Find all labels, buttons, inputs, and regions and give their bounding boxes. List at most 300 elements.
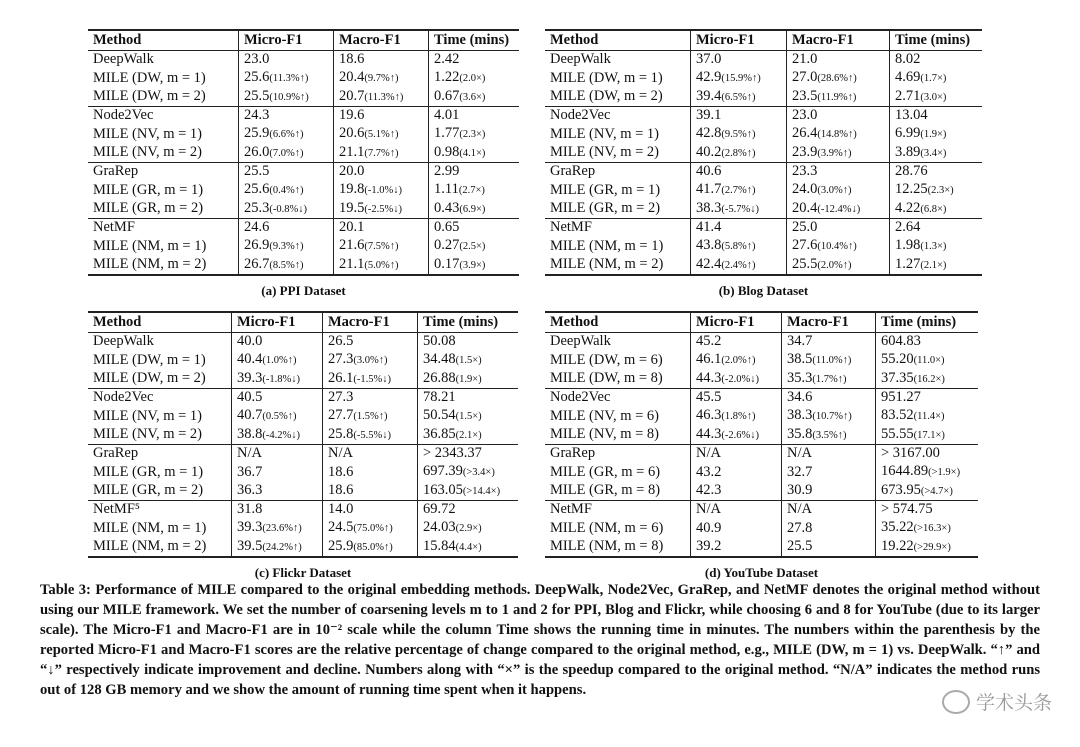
time-cell: [429, 163, 520, 182]
value: 46.3: [696, 407, 722, 423]
change-annotation: (0.5%↑): [262, 411, 297, 422]
time-cell: [890, 125, 983, 144]
micro-f1-cell: [691, 144, 787, 163]
macro-f1-cell: [323, 519, 418, 538]
value: 36.7: [237, 463, 263, 480]
micro-f1-cell: [232, 370, 323, 389]
time-cell: [890, 200, 983, 219]
value: 36.85: [423, 425, 456, 442]
value: 39.3: [237, 519, 263, 535]
change-annotation: (3.4×): [920, 147, 947, 159]
value: 0.43: [434, 199, 460, 216]
value: 43.2: [696, 463, 722, 480]
col-micro: Micro-F1: [239, 30, 334, 51]
value: 24.0: [792, 181, 818, 197]
time-cell: [890, 219, 983, 238]
method-cell: NetMF⁵: [88, 501, 232, 520]
time-cell: [418, 501, 519, 520]
table-b: [545, 29, 982, 299]
value: 19.8: [339, 181, 365, 197]
micro-f1-cell: [239, 237, 334, 256]
macro-f1-cell: [334, 181, 429, 200]
change-annotation: (-1.0%↓): [364, 185, 402, 196]
table-row: [88, 51, 519, 70]
table-row: [88, 407, 518, 426]
value: 27.6: [792, 237, 818, 253]
macro-f1-cell: [782, 445, 876, 464]
value: 8.02: [895, 51, 921, 68]
micro-f1-cell: [691, 256, 787, 276]
value: 42.8: [696, 125, 722, 141]
value: 673.95: [881, 481, 921, 498]
micro-f1-cell: [239, 219, 334, 238]
value: 21.1: [339, 255, 365, 272]
macro-f1-cell: [787, 237, 890, 256]
value: 40.5: [237, 389, 263, 406]
col-macro: Macro-F1: [334, 30, 429, 51]
change-annotation: (15.9%↑): [721, 73, 761, 84]
micro-f1-cell: [232, 538, 323, 558]
results-table-ppi: [88, 29, 519, 276]
change-annotation: (6.9×): [459, 203, 486, 215]
value: 46.1: [696, 351, 722, 367]
micro-f1-cell: [691, 445, 782, 464]
value: 25.9: [328, 537, 354, 554]
value: 21.1: [339, 143, 365, 160]
table-row: [545, 445, 978, 464]
change-annotation: (23.6%↑): [262, 523, 302, 534]
change-annotation: (11.0%↑): [812, 355, 852, 366]
value: 1.11: [434, 181, 459, 197]
value: 20.1: [339, 219, 365, 236]
method-cell: MILE (NM, m = 2): [550, 256, 664, 272]
macro-f1-cell: [782, 351, 876, 370]
value: 1644.89: [881, 463, 929, 479]
value: 0.65: [434, 219, 460, 236]
method-cell: MILE (DW, m = 1): [550, 69, 663, 86]
method-cell: DeepWalk: [550, 333, 611, 350]
micro-f1-cell: [232, 389, 323, 408]
change-annotation: (0.4%↑): [269, 185, 304, 196]
micro-f1-cell: [232, 482, 323, 501]
method-cell: MILE (GR, m = 6): [550, 463, 661, 480]
table-row: [88, 237, 519, 256]
method-cell: MILE (NV, m = 6): [550, 407, 659, 424]
value: 27.3: [328, 351, 354, 367]
value: 44.3: [696, 369, 722, 386]
macro-f1-cell: [782, 463, 876, 482]
value: 42.4: [696, 255, 722, 272]
value: 20.4: [339, 69, 365, 85]
change-annotation: (2.0%↑): [817, 259, 852, 271]
change-annotation: (3.9×): [459, 259, 486, 271]
method-cell: MILE (DW, m = 2): [550, 88, 663, 104]
time-cell: [418, 333, 519, 352]
change-annotation: (-12.4%↓): [817, 203, 861, 215]
header-row: [88, 30, 519, 51]
watermark-text: 学术头条: [975, 692, 1052, 714]
change-annotation: (2.7×): [458, 185, 485, 196]
change-annotation: (2.4%↑): [721, 259, 756, 271]
table-row: [88, 389, 518, 408]
value: 40.4: [237, 351, 263, 367]
table-row: [88, 426, 518, 445]
value: 39.4: [696, 87, 722, 104]
value: 43.8: [696, 237, 722, 253]
method-cell: GraRep: [88, 163, 239, 182]
value: 24.5: [328, 519, 354, 535]
method-cell: MILE (NV, m = 2): [93, 426, 202, 442]
table-row: [545, 370, 978, 389]
time-cell: [418, 445, 519, 464]
micro-f1-cell: [691, 200, 787, 219]
macro-f1-cell: [334, 256, 429, 276]
results-table-youtube: [545, 311, 978, 558]
method-cell: MILE (DW, m = 2): [93, 88, 206, 104]
time-cell: [429, 51, 520, 70]
time-cell: [429, 125, 520, 144]
change-annotation: (1.5×): [455, 355, 482, 366]
table-row: [88, 538, 518, 558]
macro-f1-cell: [782, 407, 876, 426]
macro-f1-cell: [782, 426, 876, 445]
value: 2.42: [434, 51, 460, 68]
method-cell: MILE (GR, m = 2): [550, 200, 661, 216]
col-macro: Macro-F1: [787, 30, 890, 51]
micro-f1-cell: [232, 445, 323, 464]
value: 25.0: [792, 219, 818, 236]
macro-f1-cell: [787, 200, 890, 219]
col-time: Time (mins): [890, 30, 983, 51]
change-annotation: (-4.2%↓): [262, 429, 300, 441]
macro-f1-cell: [787, 144, 890, 163]
time-cell: [876, 519, 979, 538]
change-annotation: (>14.4×): [462, 485, 501, 497]
change-annotation: (-1.5%↓): [353, 373, 391, 385]
method-cell: MILE (NM, m = 1): [93, 237, 207, 254]
change-annotation: (6.8×): [920, 203, 947, 215]
value: 19.6: [339, 107, 365, 124]
value: 14.0: [328, 501, 354, 518]
time-cell: [876, 445, 979, 464]
value: 12.25: [895, 181, 928, 197]
macro-f1-cell: [782, 333, 876, 352]
value: 34.48: [423, 351, 456, 367]
table-row: [545, 237, 982, 256]
method-cell: NetMF: [545, 219, 691, 238]
method-cell: DeepWalk: [93, 51, 154, 68]
value: 28.76: [895, 163, 928, 180]
time-cell: [876, 333, 979, 352]
value: 37.35: [881, 369, 914, 386]
change-annotation: (2.5×): [459, 241, 486, 252]
time-cell: [429, 88, 520, 107]
table-row: [88, 69, 519, 88]
micro-f1-cell: [691, 426, 782, 445]
change-annotation: (7.0%↑): [269, 147, 304, 159]
change-annotation: (16.2×): [913, 373, 945, 385]
change-annotation: (10.9%↑): [269, 91, 309, 103]
table-row: [545, 144, 982, 163]
macro-f1-cell: [787, 107, 890, 126]
method-cell: MILE (NM, m = 1): [550, 237, 664, 254]
macro-f1-cell: [782, 389, 876, 408]
time-cell: [876, 351, 979, 370]
table-row: [88, 107, 519, 126]
micro-f1-cell: [691, 181, 787, 200]
value: 23.9: [792, 143, 818, 160]
method-cell: Node2Vec: [545, 389, 691, 408]
micro-f1-cell: [232, 426, 323, 445]
time-cell: [429, 200, 520, 219]
change-annotation: (1.9×): [455, 373, 482, 385]
value: 6.99: [895, 125, 921, 141]
change-annotation: (3.5%↑): [812, 429, 847, 441]
change-annotation: (2.3×): [459, 129, 486, 140]
change-annotation: (17.1×): [913, 429, 945, 441]
table-row: [88, 463, 518, 482]
value: 1.22: [434, 69, 460, 85]
time-cell: [890, 69, 983, 88]
value: 24.03: [423, 519, 456, 535]
time-cell: [418, 370, 519, 389]
change-annotation: (1.5×): [455, 411, 482, 422]
method-cell: Node2Vec: [88, 389, 232, 408]
col-micro: Micro-F1: [232, 312, 323, 333]
macro-f1-cell: [787, 88, 890, 107]
value: N/A: [696, 445, 721, 462]
value: 27.8: [787, 519, 813, 536]
table-row: [545, 389, 978, 408]
method-cell: GraRep: [545, 445, 691, 464]
change-annotation: (9.3%↑): [269, 241, 304, 252]
macro-f1-cell: [323, 351, 418, 370]
value: 20.4: [792, 199, 818, 216]
micro-f1-cell: [691, 351, 782, 370]
value: 1.98: [895, 237, 921, 253]
time-cell: [890, 163, 983, 182]
change-annotation: (11.0×): [913, 355, 945, 366]
time-cell: [890, 256, 983, 276]
value: 40.9: [696, 519, 722, 536]
table-row: [545, 88, 982, 107]
value: > 3167.00: [881, 445, 940, 462]
macro-f1-cell: [323, 501, 418, 520]
change-annotation: (1.7%↑): [812, 373, 847, 385]
macro-f1-cell: [323, 407, 418, 426]
time-cell: [429, 256, 520, 276]
time-cell: [890, 181, 983, 200]
value: 37.0: [696, 51, 722, 68]
value: 40.6: [696, 163, 722, 180]
time-cell: [890, 88, 983, 107]
method-cell: MILE (GR, m = 1): [550, 181, 661, 198]
macro-f1-cell: [323, 463, 418, 482]
change-annotation: (2.9×): [455, 523, 482, 534]
value: 50.54: [423, 407, 456, 423]
change-annotation: (-5.5%↓): [353, 429, 391, 441]
value: 34.6: [787, 389, 813, 406]
time-cell: [876, 463, 979, 482]
value: 36.3: [237, 482, 263, 498]
method-cell: DeepWalk: [550, 51, 611, 68]
value: 25.6: [244, 181, 270, 197]
table-row: [545, 519, 978, 538]
value: 35.3: [787, 369, 813, 386]
table-row: [88, 144, 519, 163]
micro-f1-cell: [691, 519, 782, 538]
value: 4.22: [895, 199, 921, 216]
time-cell: [418, 407, 519, 426]
table-row: [88, 125, 519, 144]
change-annotation: (11.3%↑): [364, 91, 404, 103]
change-annotation: (1.8%↑): [721, 411, 756, 422]
value: 26.88: [423, 369, 456, 386]
micro-f1-cell: [691, 51, 787, 70]
method-cell: NetMF: [88, 219, 239, 238]
method-cell: MILE (NV, m = 1): [550, 125, 659, 142]
macro-f1-cell: [782, 501, 876, 520]
method-cell: Node2Vec: [88, 107, 239, 126]
method-cell: NetMF: [545, 501, 691, 520]
micro-f1-cell: [239, 125, 334, 144]
method-cell: MILE (GR, m = 1): [93, 463, 204, 480]
macro-f1-cell: [334, 163, 429, 182]
macro-f1-cell: [782, 370, 876, 389]
macro-f1-cell: [334, 200, 429, 219]
col-micro: Micro-F1: [691, 312, 782, 333]
time-cell: [418, 482, 519, 501]
value: 39.1: [696, 107, 722, 124]
value: > 2343.37: [423, 445, 482, 462]
change-annotation: (9.5%↑): [721, 129, 756, 140]
value: 25.5: [792, 255, 818, 272]
method-cell: MILE (DW, m = 1): [93, 69, 206, 86]
change-annotation: (3.6×): [459, 91, 486, 103]
change-annotation: (5.1%↑): [364, 129, 399, 140]
header-row: [88, 312, 518, 333]
value: 3.89: [895, 143, 921, 160]
macro-f1-cell: [323, 482, 418, 501]
caption-text: Performance of MILE compared to the original embedding methods. DeepWalk, Node2Vec, GraRep, and NetMF denotes the original method without using our MILE framework. We set the number of coarsening levels m to 1 and 2 for PPI, Blog and Flickr, while choosing 6 and 8 for YouTube (due to its larger scale). The Micro-F1 and Macro-F1 are in 10⁻² scale while the column Time shows the running time in minutes. The numbers within the parenthesis by the reported Micro-F1 and Macro-F1 scores are the relative percentage of change compared to the original method, e.g., MILE (DW, m = 1) vs. DeepWalk. “↑” and “↓” respectively indicate improvement and decline. Numbers along with “×” is the speedup compared to the original method. “N/A” indicates the method runs out of 128 GB memory and we show the amount of running time spent when it happens.: [40, 582, 1040, 698]
value: 27.3: [328, 389, 354, 406]
method-cell: MILE (DW, m = 6): [550, 351, 663, 368]
value: 2.64: [895, 219, 921, 236]
value: 697.39: [423, 463, 463, 479]
micro-f1-cell: [232, 463, 323, 482]
change-annotation: (28.6%↑): [817, 73, 857, 84]
micro-f1-cell: [691, 370, 782, 389]
change-annotation: (3.0%↑): [817, 185, 852, 196]
change-annotation: (11.4×): [913, 411, 945, 422]
value: 55.20: [881, 351, 914, 367]
value: N/A: [787, 501, 812, 518]
table-row: [545, 501, 978, 520]
change-annotation: (11.9%↑): [817, 91, 857, 103]
value: 163.05: [423, 481, 463, 498]
col-method: Method: [88, 312, 232, 333]
time-cell: [876, 389, 979, 408]
change-annotation: (10.7%↑): [812, 411, 852, 422]
table-c: [88, 311, 518, 581]
value: 42.3: [696, 482, 722, 498]
micro-f1-cell: [239, 88, 334, 107]
change-annotation: (5.8%↑): [721, 241, 756, 252]
micro-f1-cell: [232, 333, 323, 352]
table-a: [88, 29, 519, 299]
value: 39.5: [237, 537, 263, 554]
micro-f1-cell: [691, 463, 782, 482]
micro-f1-cell: [239, 107, 334, 126]
value: 23.5: [792, 87, 818, 104]
macro-f1-cell: [782, 519, 876, 538]
table-row: [545, 482, 978, 501]
value: 25.6: [244, 69, 270, 85]
change-annotation: (>1.9×): [928, 467, 961, 478]
subcaption-c: (c) Flickr Dataset: [254, 565, 352, 580]
micro-f1-cell: [239, 69, 334, 88]
method-cell: MILE (DW, m = 8): [550, 370, 663, 386]
micro-f1-cell: [691, 107, 787, 126]
time-cell: [890, 237, 983, 256]
col-method: Method: [88, 30, 239, 51]
method-cell: MILE (GR, m = 2): [93, 200, 204, 216]
table-row: [545, 256, 982, 276]
method-cell: MILE (NM, m = 8): [550, 538, 664, 554]
value: 55.55: [881, 425, 914, 442]
change-annotation: (6.5%↑): [721, 91, 756, 103]
table-row: [545, 407, 978, 426]
micro-f1-cell: [232, 501, 323, 520]
value: 27.0: [792, 69, 818, 85]
table-row: [545, 351, 978, 370]
table-row: [88, 482, 518, 501]
macro-f1-cell: [787, 181, 890, 200]
time-cell: [890, 51, 983, 70]
micro-f1-cell: [232, 407, 323, 426]
table-row: [88, 256, 519, 276]
macro-f1-cell: [787, 69, 890, 88]
value: 32.7: [787, 463, 813, 480]
watermark: [942, 688, 1052, 715]
table-row: [545, 426, 978, 445]
micro-f1-cell: [239, 200, 334, 219]
time-cell: [429, 144, 520, 163]
col-method: Method: [545, 30, 691, 51]
change-annotation: (2.3×): [927, 185, 954, 196]
time-cell: [890, 107, 983, 126]
micro-f1-cell: [691, 389, 782, 408]
table-row: [545, 181, 982, 200]
macro-f1-cell: [334, 107, 429, 126]
header-row: [545, 312, 978, 333]
value: 19.5: [339, 199, 365, 216]
value: 26.9: [244, 237, 270, 253]
subcaption-a: (a) PPI Dataset: [261, 283, 346, 298]
value: 604.83: [881, 333, 921, 350]
value: 13.04: [895, 107, 928, 124]
results-table-blog: [545, 29, 982, 276]
change-annotation: (2.7%↑): [721, 185, 756, 196]
value: 50.08: [423, 333, 456, 350]
macro-f1-cell: [323, 426, 418, 445]
change-annotation: (>16.3×): [913, 523, 951, 534]
col-time: Time (mins): [876, 312, 979, 333]
value: 41.7: [696, 181, 722, 197]
value: 38.5: [787, 351, 813, 367]
value: 24.3: [244, 107, 270, 124]
time-cell: [429, 237, 520, 256]
